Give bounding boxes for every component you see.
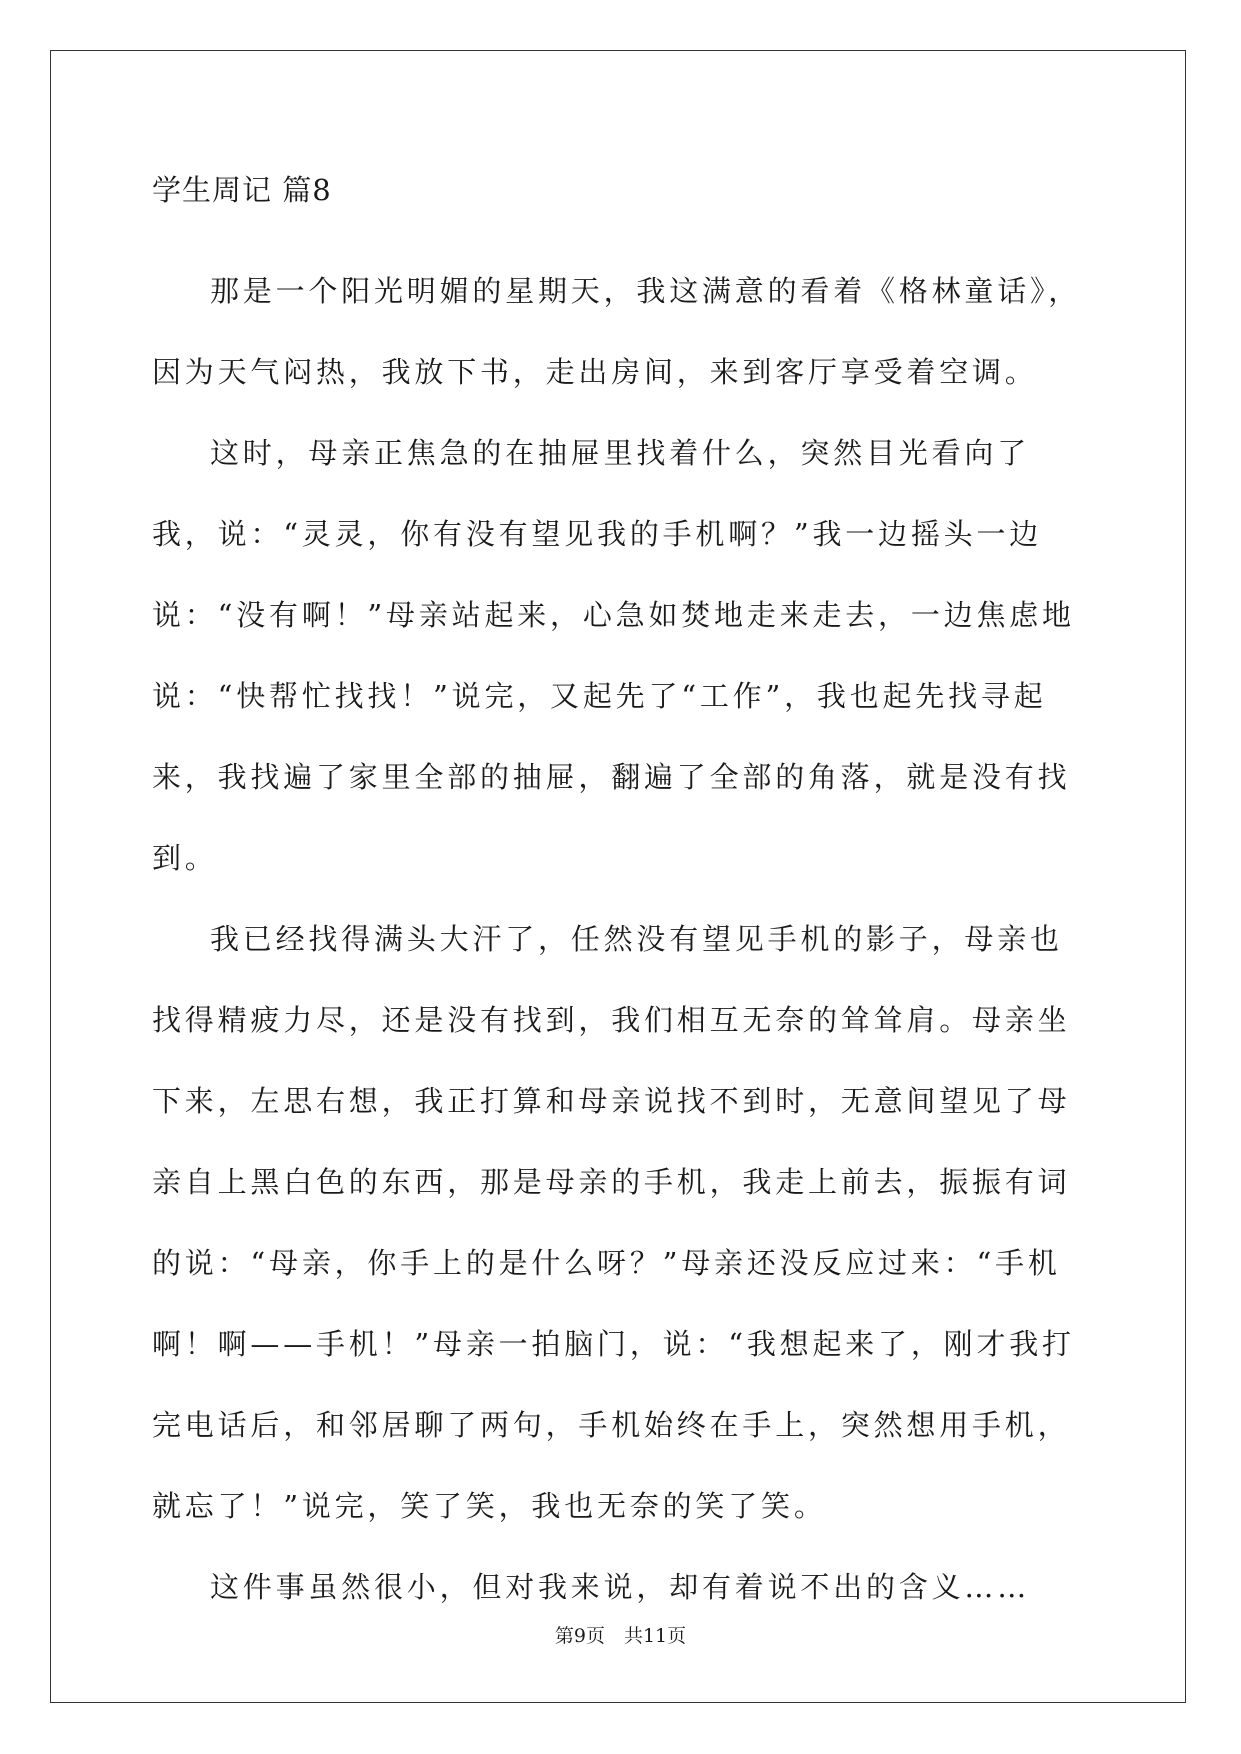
document-heading: 学生周记 篇8	[152, 173, 332, 207]
paragraph: 这件事虽然很小，但对我来说，却有着说不出的含义……	[210, 1570, 1031, 1604]
paragraph: 我已经找得满头大汗了，任然没有望见手机的影子，母亲也找得精疲力尽，还是没有找到，我们相互无奈的耸耸肩。母亲坐下来，左思右想，我正打算和母亲说找不到时，无意间望见了母亲自上黑白色的东西，那是母亲的手机，我走上前去，振振有词的说：“母亲，你手上的是什么呀？”母亲还没反应过来：“手机啊！啊——手机！”母亲一拍脑门，说：“我想起来了，刚才我打完电话后，和邻居聊了两句，手机始终在手上，突然想用手机，就忘了！”说完，笑了笑，我也无奈的笑了笑。	[152, 922, 1075, 1523]
paragraph: 那是一个阳光明媚的星期天，我这满意的看着《格林童话》，因为天气闷热，我放下书，走出房间，来到客厅享受着空调。	[152, 274, 1082, 389]
document-body	[152, 251, 1088, 1628]
paragraph: 这时，母亲正焦急的在抽屉里找着什么，突然目光看向了我，说：“灵灵，你有没有望见我的手机啊？”我一边摇头一边说：“没有啊！”母亲站起来，心急如焚地走来走去，一边焦虑地说：“快帮忙找找！”说完，又起先了“工作”，我也起先找寻起来，我找遍了家里全部的抽屉，翻遍了全部的角落，就是没有找到。	[152, 436, 1075, 875]
page-number-footer: 第9页 共11页	[554, 1625, 687, 1647]
